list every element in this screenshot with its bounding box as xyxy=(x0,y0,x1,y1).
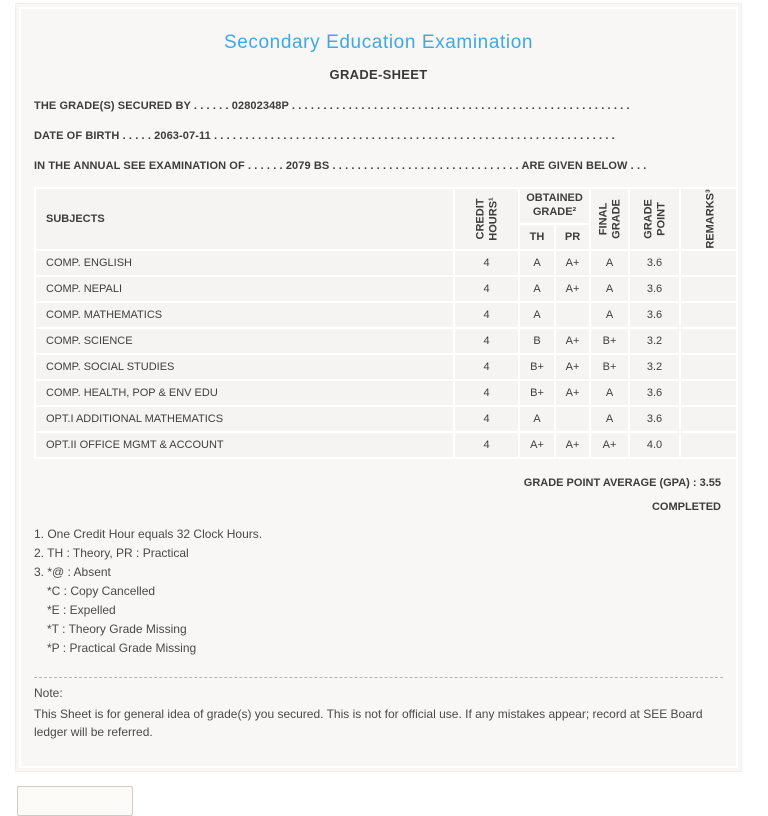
grade-point-cell: 3.2 xyxy=(630,329,679,353)
footnote-expelled: *E : Expelled xyxy=(47,603,116,617)
dots: . . . . . . xyxy=(244,160,286,172)
col-header-point-line2: POINT xyxy=(654,202,667,236)
footnote-th-pr: 2. TH : Theory, PR : Practical xyxy=(34,546,189,560)
subject-cell: OPT.II OFFICE MGMT & ACCOUNT xyxy=(36,433,453,457)
th-grade-cell: B+ xyxy=(520,355,554,379)
col-header-credit-hours xyxy=(455,189,518,249)
examination-label: IN THE ANNUAL SEE EXAMINATION OF xyxy=(34,160,245,172)
subject-cell: COMP. SCIENCE xyxy=(36,329,453,353)
pr-grade-cell: A+ xyxy=(556,433,589,457)
col-header-grade-point xyxy=(630,189,679,249)
th-grade-cell: B+ xyxy=(520,381,554,405)
remarks-cell xyxy=(681,433,738,457)
footnote-credit-hour: 1. One Credit Hour equals 32 Clock Hours. xyxy=(34,527,263,541)
pr-grade-cell: A+ xyxy=(556,355,589,379)
credit-cell: 4 xyxy=(455,355,518,379)
note-text: This Sheet is for general idea of grade(s) you secured. This is not for official use. If any mistakes appear; record at SEE Board ledger will be referred. xyxy=(34,707,703,739)
examination-value: 2079 BS xyxy=(285,160,330,172)
page-title: Secondary Education Examination xyxy=(223,32,534,53)
grade-point-cell: 3.6 xyxy=(630,381,679,405)
footnotes xyxy=(34,528,723,655)
partial-button[interactable] xyxy=(17,786,133,816)
date-of-birth-label: DATE OF BIRTH xyxy=(34,130,120,142)
footnote-practical-missing: *P : Practical Grade Missing xyxy=(47,641,197,655)
date-of-birth-line xyxy=(34,130,723,142)
status-completed: COMPLETED xyxy=(651,501,721,513)
credit-cell: 4 xyxy=(455,407,518,431)
examination-line xyxy=(34,160,723,172)
examination-tail: ARE GIVEN BELOW xyxy=(521,160,628,172)
sheet-subtitle: GRADE-SHEET xyxy=(329,67,428,82)
secured-by-line xyxy=(34,100,723,112)
secured-by-value: 02802348P xyxy=(231,100,289,112)
grade-sheet-card-inner xyxy=(19,7,738,768)
pr-grade-cell: A+ xyxy=(556,277,589,301)
dots: . . . . . . . . . . . . . . . . . . . . . . . . . . . . . . . . . . . . . . . . . . . . . . . . . . . . . . . . . . . . . . . . xyxy=(210,130,615,142)
grade-point-cell: 3.2 xyxy=(630,355,679,379)
dots: . . . xyxy=(627,160,647,172)
final-grade-cell: A xyxy=(591,407,628,431)
secured-by-label: THE GRADE(S) SECURED BY xyxy=(34,100,191,112)
dots: . . . . . . . . . . . . . . . . . . . . . . . . . . . . . . . . . . . . . . . . . . . . . . . . . . . . . . xyxy=(288,100,630,112)
final-grade-cell: A xyxy=(591,251,628,275)
table-row xyxy=(36,407,738,431)
credit-cell: 4 xyxy=(455,433,518,457)
col-header-remarks xyxy=(681,189,738,249)
col-header-credit-line1: CREDIT xyxy=(473,198,486,240)
remarks-cell xyxy=(681,407,738,431)
col-header-obtained-grade: OBTAINED GRADE² xyxy=(520,189,589,223)
subject-cell: COMP. NEPALI xyxy=(36,277,453,301)
table-row xyxy=(36,277,738,301)
final-grade-cell: B+ xyxy=(591,355,628,379)
th-grade-cell: A xyxy=(520,407,554,431)
col-header-credit-line2: HOURS¹ xyxy=(486,197,499,241)
dots: . . . . . xyxy=(119,130,155,142)
credit-cell: 4 xyxy=(455,277,518,301)
grade-point-cell: 3.6 xyxy=(630,277,679,301)
col-header-subjects: SUBJECTS xyxy=(36,189,453,249)
grade-sheet-card xyxy=(15,3,742,772)
pr-grade-cell: A+ xyxy=(556,329,589,353)
pr-grade-cell: A+ xyxy=(556,251,589,275)
dots: . . . . . . xyxy=(190,100,232,112)
credit-cell: 4 xyxy=(455,303,518,327)
final-grade-cell: A+ xyxy=(591,433,628,457)
credit-cell: 4 xyxy=(455,251,518,275)
subject-cell: COMP. HEALTH, POP & ENV EDU xyxy=(36,381,453,405)
remarks-cell xyxy=(681,251,738,275)
table-row xyxy=(36,381,738,405)
subject-cell: COMP. SOCIAL STUDIES xyxy=(36,355,453,379)
col-header-th: TH xyxy=(520,225,554,249)
table-row xyxy=(36,251,738,275)
th-grade-cell: A xyxy=(520,303,554,327)
credit-cell: 4 xyxy=(455,381,518,405)
th-grade-cell: B xyxy=(520,329,554,353)
table-row xyxy=(36,433,738,457)
final-grade-cell: A xyxy=(591,277,628,301)
final-grade-cell: A xyxy=(591,381,628,405)
pr-grade-cell: A+ xyxy=(556,381,589,405)
th-grade-cell: A xyxy=(520,277,554,301)
note-label: Note: xyxy=(34,686,63,700)
remarks-cell xyxy=(681,277,738,301)
remarks-cell xyxy=(681,355,738,379)
footnote-copy-cancelled: *C : Copy Cancelled xyxy=(47,584,156,598)
footnote-absent: 3. *@ : Absent xyxy=(34,565,111,579)
table-row xyxy=(36,329,738,353)
summary-block xyxy=(34,477,723,513)
th-grade-cell: A xyxy=(520,251,554,275)
th-grade-cell: A+ xyxy=(520,433,554,457)
note-separator xyxy=(34,677,723,678)
remarks-cell xyxy=(681,303,738,327)
col-header-pr: PR xyxy=(556,225,589,249)
subject-cell: COMP. ENGLISH xyxy=(36,251,453,275)
col-header-point-line1: GRADE xyxy=(641,199,654,239)
credit-cell: 4 xyxy=(455,329,518,353)
col-header-final-line2: GRADE xyxy=(609,199,622,239)
subject-cell: OPT.I ADDITIONAL MATHEMATICS xyxy=(36,407,453,431)
grade-point-cell: 3.6 xyxy=(630,407,679,431)
grades-table xyxy=(34,187,738,459)
subject-cell: COMP. MATHEMATICS xyxy=(36,303,453,327)
grade-point-cell: 3.6 xyxy=(630,251,679,275)
pr-grade-cell xyxy=(556,407,589,431)
col-header-final-line1: FINAL xyxy=(596,202,609,236)
col-header-final-grade xyxy=(591,189,628,249)
dots: . . . . . . . . . . . . . . . . . . . . . . . . . . . . . . xyxy=(329,160,522,172)
col-header-remarks-label: REMARKS³ xyxy=(704,189,717,249)
gpa-value: GRADE POINT AVERAGE (GPA) : 3.55 xyxy=(523,477,721,489)
grade-point-cell: 4.0 xyxy=(630,433,679,457)
date-of-birth-value: 2063-07-11 xyxy=(154,130,211,142)
table-row xyxy=(36,303,738,327)
footnote-theory-missing: *T : Theory Grade Missing xyxy=(47,622,187,636)
final-grade-cell: B+ xyxy=(591,329,628,353)
remarks-cell xyxy=(681,381,738,405)
table-row xyxy=(36,355,738,379)
pr-grade-cell xyxy=(556,303,589,327)
remarks-cell xyxy=(681,329,738,353)
final-grade-cell: A xyxy=(591,303,628,327)
grade-point-cell: 3.6 xyxy=(630,303,679,327)
